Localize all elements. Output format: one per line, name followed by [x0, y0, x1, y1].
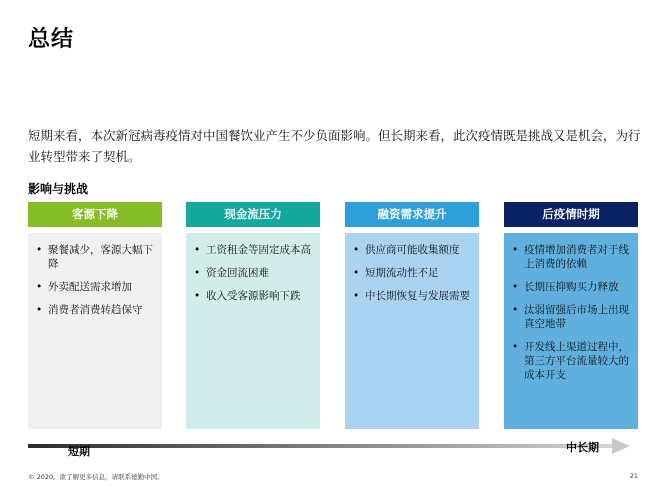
column-customer-decline — [28, 202, 162, 429]
column-header: 客源下降 — [28, 202, 162, 227]
column-post-epidemic — [504, 202, 638, 429]
arrow-right-icon — [612, 438, 630, 454]
column-body — [345, 233, 479, 429]
column-header: 后疫情时期 — [504, 202, 638, 227]
footer-copyright: © 2020。欲了解更多信息，请联系德勤中国。 — [28, 473, 164, 481]
list-item: • 短期流动性不足 — [351, 266, 471, 280]
timeline-bar — [28, 444, 613, 448]
list-item: • 消费者消费转趋保守 — [34, 303, 154, 317]
list-item: • 供应商可能收集额度 — [351, 243, 471, 257]
page-number: 21 — [629, 472, 638, 480]
list-item: • 疫情增加消费者对于线上消费的依赖 — [510, 243, 630, 271]
column-body — [186, 233, 320, 429]
column-body — [28, 233, 162, 429]
page-title: 总结 — [28, 27, 75, 52]
list-item: • 收入受客源影响下跌 — [192, 289, 312, 303]
list-item: • 聚餐减少，客源大幅下降 — [34, 243, 154, 271]
list-item: • 开发线上渠道过程中，第三方平台流量较大的成本开支 — [510, 340, 630, 382]
list-item: • 工资租金等固定成本高 — [192, 243, 312, 257]
column-financing-demand — [345, 202, 479, 429]
list-item: • 资金回流困难 — [192, 266, 312, 280]
column-header: 融资需求提升 — [345, 202, 479, 227]
list-item: • 中长期恢复与发展需要 — [351, 289, 471, 303]
list-item: • 汰弱留强后市场上出现真空地带 — [510, 303, 630, 331]
timeline-long-label: 中长期 — [566, 441, 599, 454]
column-cashflow-pressure — [186, 202, 320, 429]
section-subheading: 影响与挑战 — [28, 182, 89, 196]
column-body — [504, 233, 638, 429]
list-item: • 外卖配送需求增加 — [34, 280, 154, 294]
list-item: • 长期压抑购买力释放 — [510, 280, 630, 294]
timeline-short-label: 短期 — [68, 445, 90, 458]
intro-paragraph: 短期来看，本次新冠病毒疫情对中国餐饮业产生不少负面影响。但长期来看，此次疫情既是挑战又是机会，为行业转型带来了契机。 — [28, 128, 641, 164]
column-header: 现金流压力 — [186, 202, 320, 227]
